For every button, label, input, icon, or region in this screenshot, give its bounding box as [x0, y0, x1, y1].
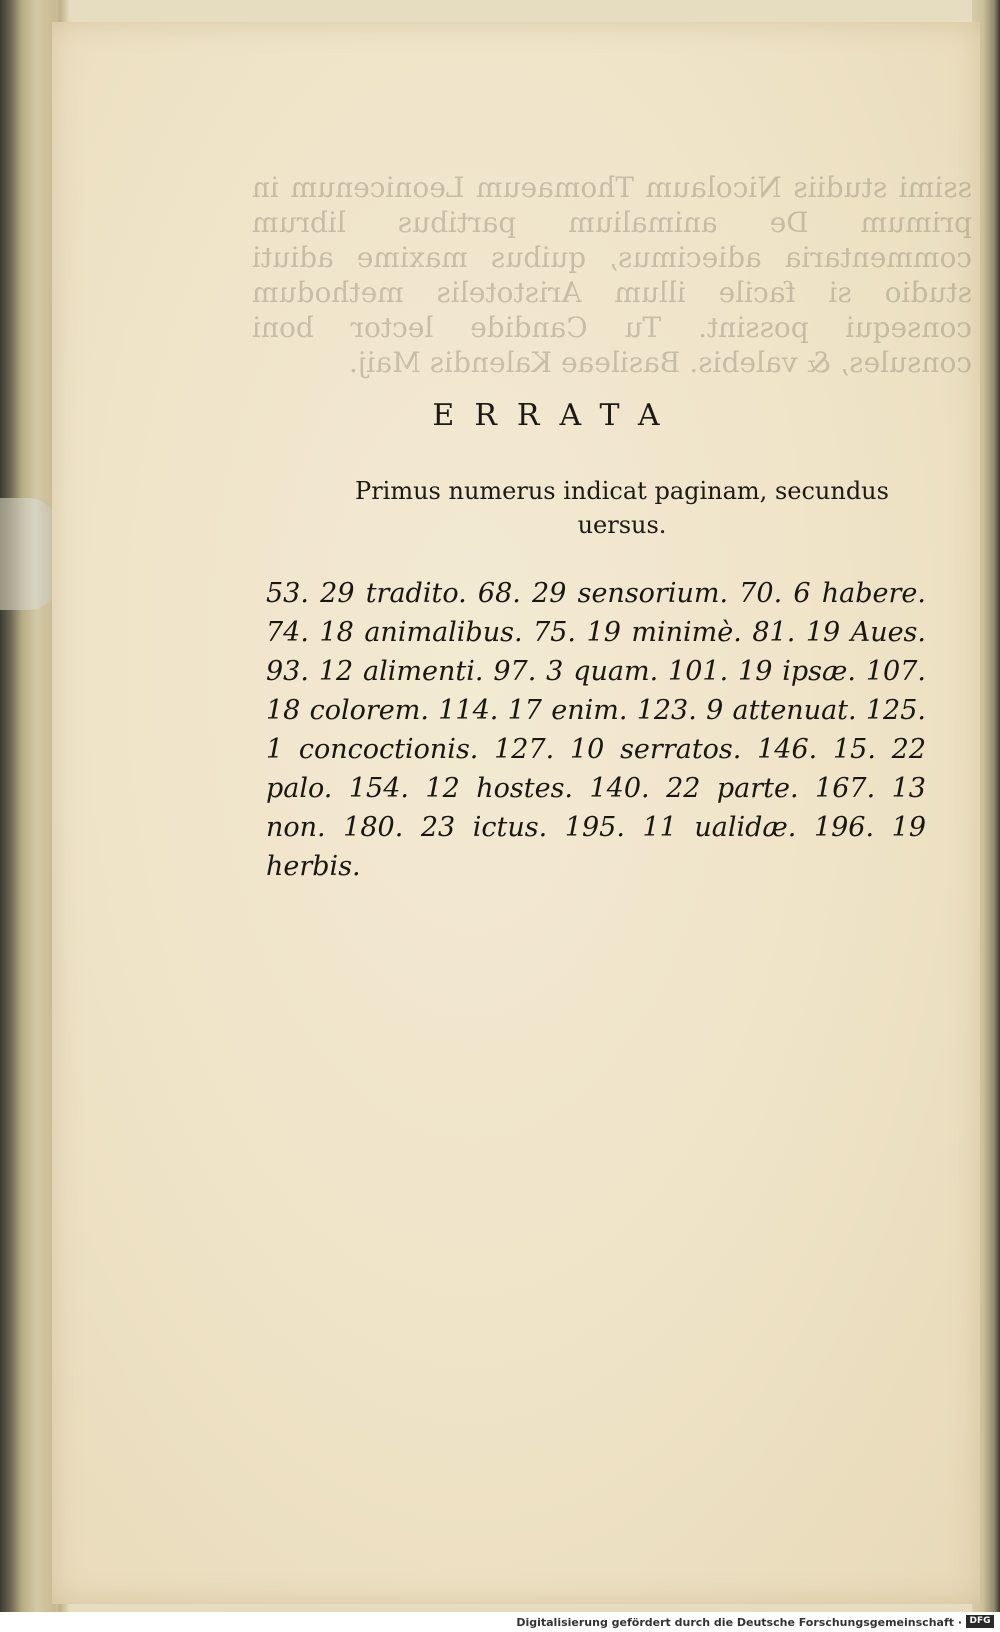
footer-bar [0, 1612, 1000, 1632]
page-tab-mark [0, 498, 58, 610]
bleed-through-text: ssimi studiis Nicolaum Thomaeum Leonicenum in primum De animalium partibus librum commentaria adiecimus, quibus maxime adiuti studio si facile illum Aristotelis methodum consequi possint. Tu Candide lector boni consules, & valebis. Basileae Kalendis Maij. [252, 171, 972, 379]
book-spine [0, 0, 56, 1612]
book-page [52, 22, 980, 1604]
page-heading: ERRATA [432, 398, 680, 433]
footer-credit: Digitalisierung gefördert durch die Deutsche Forschungsgemeinschaft · [516, 1616, 962, 1629]
errata-list: 53. 29 tradito. 68. 29 sensorium. 70. 6 habere. 74. 18 animalibus. 75. 19 minimè. 81. 19 Aues. 93. 12 alimenti. 97. 3 quam. 101. 19 ipsæ. 107. 18 colorem. 114. 17 enim. 123. 9 attenuat. 125. 1 concoctionis. 127. 10 serratos. 146. 15. 22 palo. 154. 12 hostes. 140. 22 parte. 167. 13 non. 180. 23 ictus. 195. 11 ualidæ. 196. 19 herbis. [266, 578, 926, 882]
errata-instructions: Primus numerus indicat paginam, secundus uersus. [355, 477, 889, 539]
dfg-logo: DFG [966, 1615, 994, 1628]
